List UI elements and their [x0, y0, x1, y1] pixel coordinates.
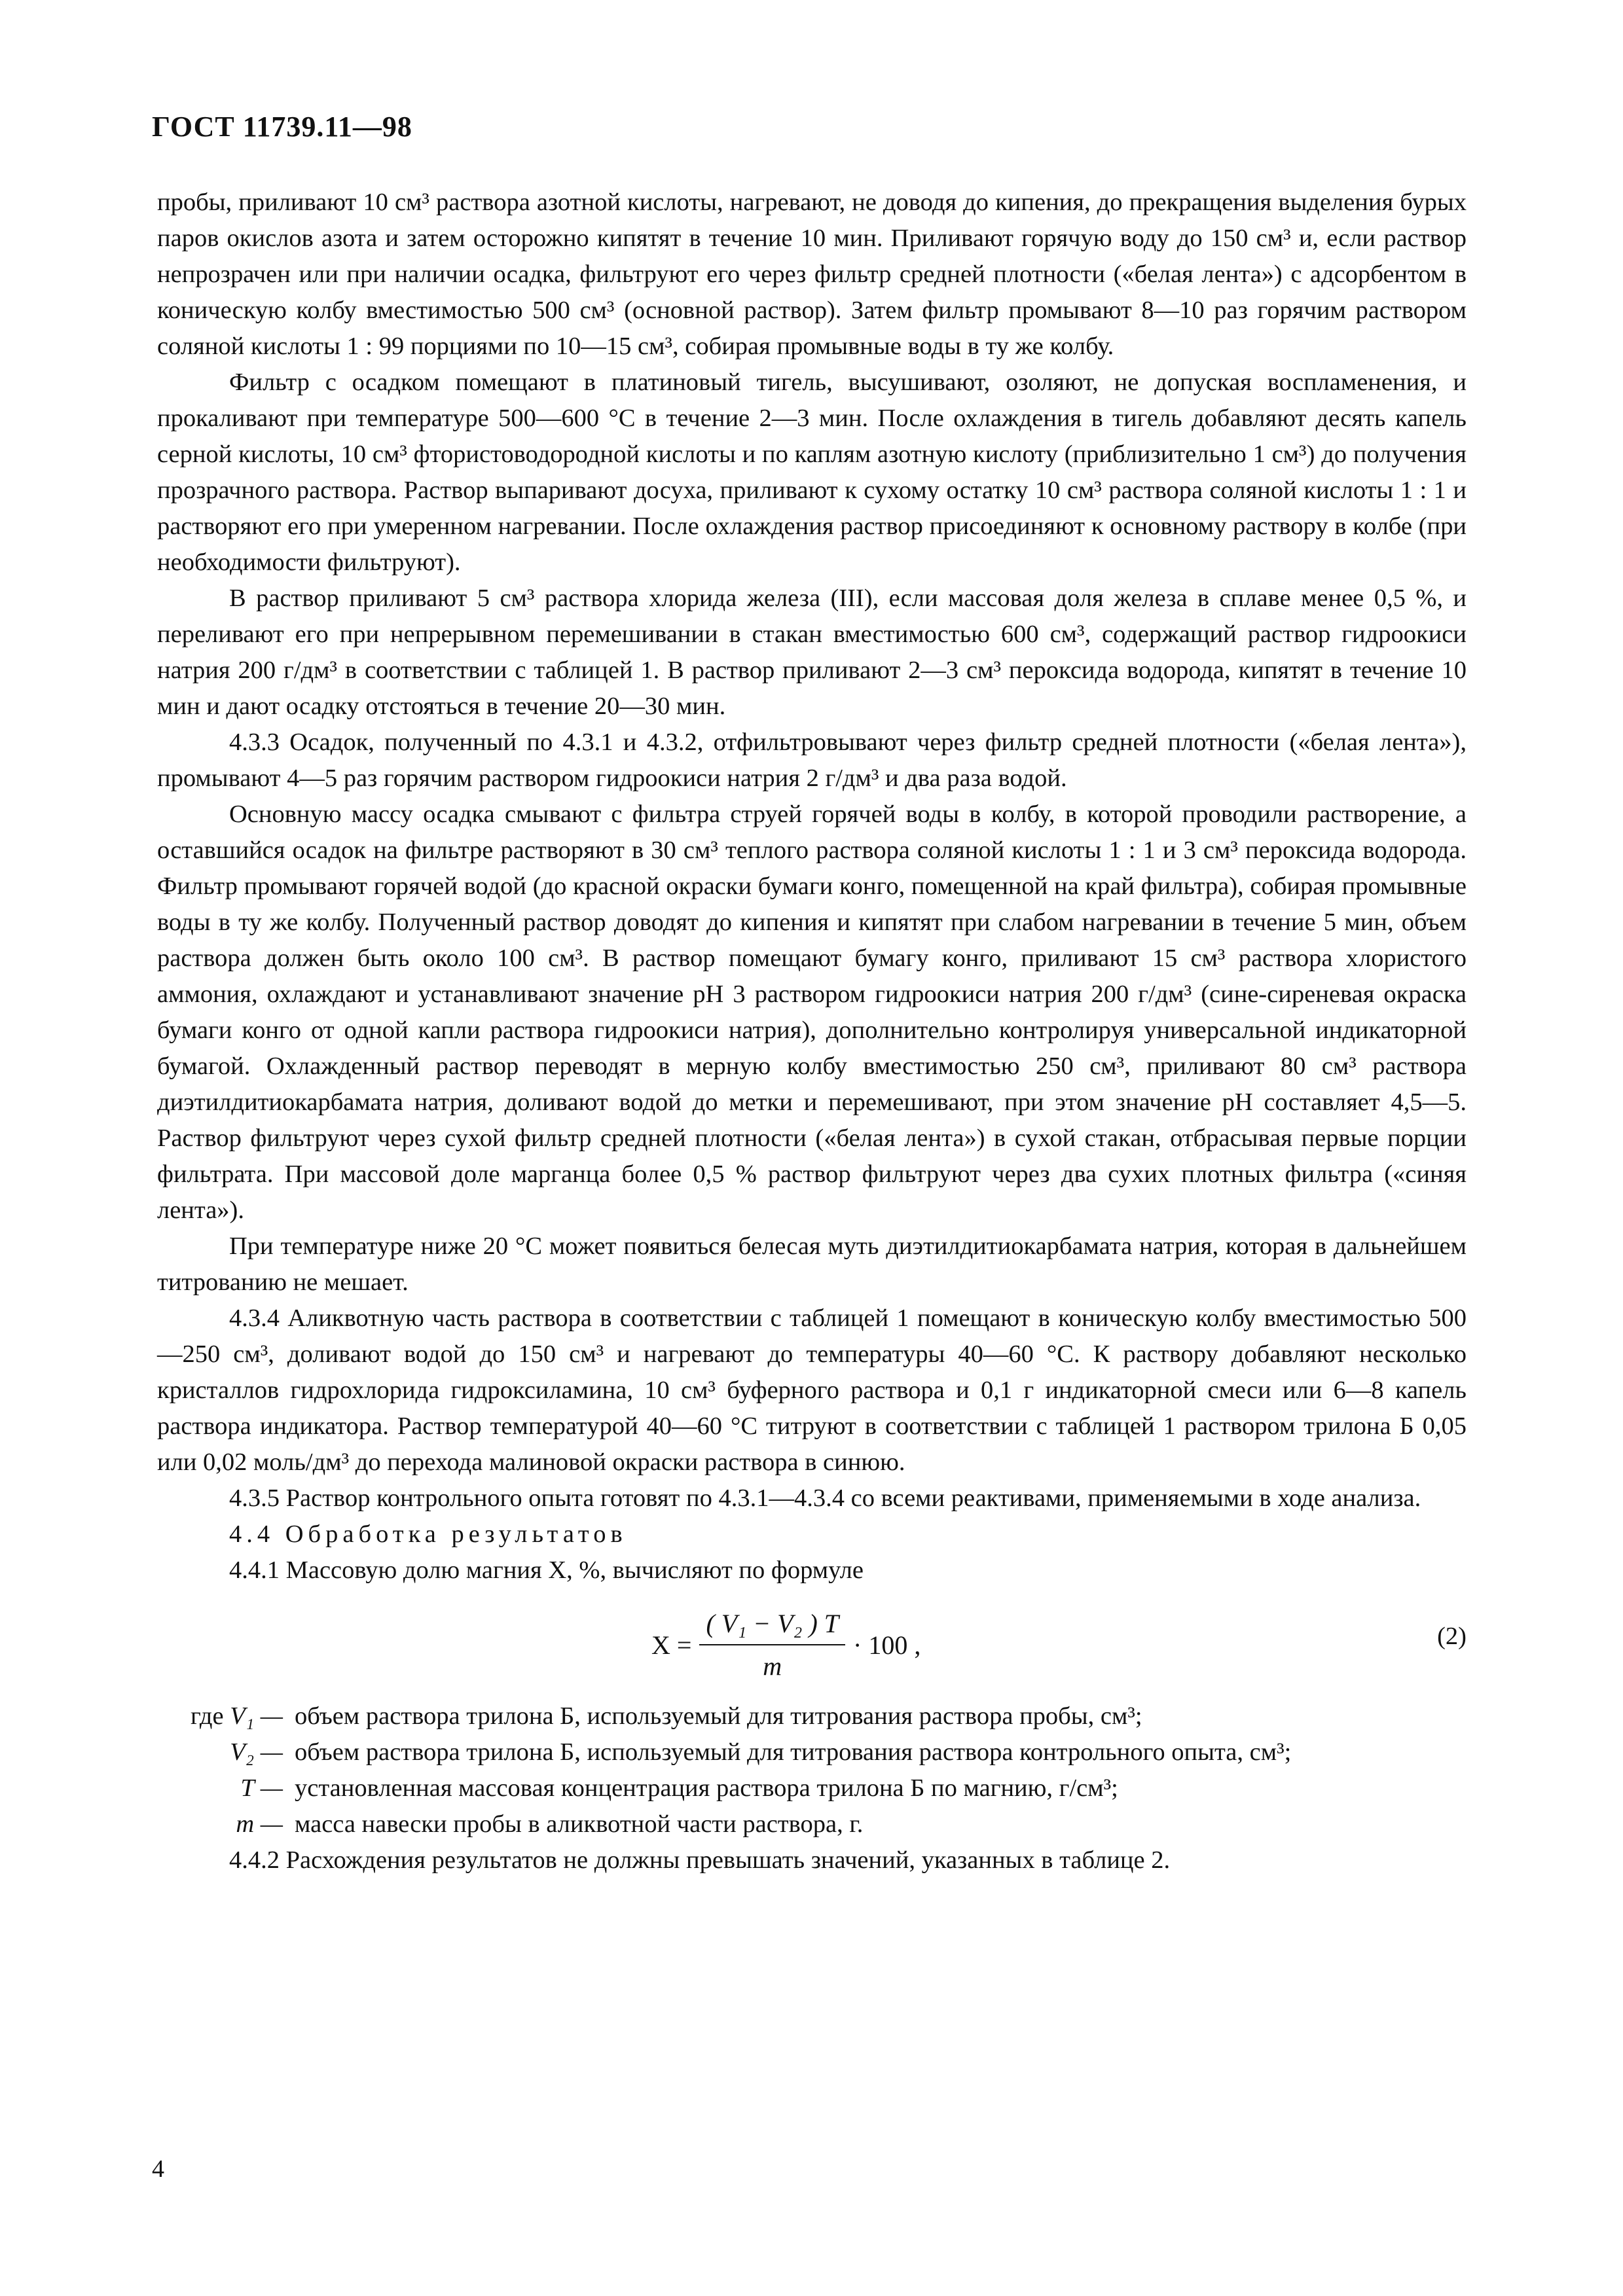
definitions-list — [157, 1698, 1467, 1842]
formula-fraction — [699, 1605, 845, 1684]
definition-symbol-t: T — — [240, 1774, 283, 1802]
definition-text-t: установленная массовая концентрация раствора трилона Б по магнию, г/см³; — [295, 1774, 1118, 1802]
formula-block — [157, 1594, 1467, 1692]
paragraph-6: При температуре ниже 20 °С может появиться белесая муть диэтилдитиокарбамата натрия, которая в дальнейшем титрованию не мешает. — [157, 1232, 1467, 1296]
formula-denominator: m — [763, 1651, 782, 1681]
paragraph-4-4-2: 4.4.2 Расхождения результатов не должны превышать значений, указанных в таблице 2. — [229, 1846, 1171, 1874]
definition-symbol — [157, 1734, 295, 1770]
paragraph-4-3-4: 4.3.4 Аликвотную часть раствора в соответствии с таблицей 1 помещают в коническую колбу вместимостью 500—250 см³, доливают водой до 150 см³ и нагревают до температуры 40—60 °С. К раствору добавляют несколько кристаллов гидрохлорида гидроксиламина, 10 см³ буферного раствора и 0,1 г индикаторной смеси или 6—8 капель раствора индикатора. Раствор температурой 40—60 °С титруют в соответствии с таблицей 1 раствором трилона Б 0,05 или 0,02 моль/дм³ до перехода малиновой окраски раствора в синюю. — [157, 1304, 1467, 1476]
definition-symbol-v1: V₁ — — [230, 1702, 283, 1730]
document-header: ГОСТ 11739.11—98 — [152, 111, 412, 143]
definition-symbol — [157, 1698, 295, 1734]
page-number: 4 — [152, 2155, 164, 2183]
definition-text-v2: объем раствора трилона Б, используемый для титрования раствора контрольного опыта, см³; — [295, 1738, 1292, 1766]
definition-symbol-m: m — — [236, 1810, 283, 1838]
paragraph-3: В раствор приливают 5 см³ раствора хлорида железа (III), если массовая доля железа в сплаве менее 0,5 %, и переливают его при непрерывном перемешивании в стакан вместимостью 600 см³, содержащий раствор гидроокиси натрия 200 г/дм³ в соответствии с таблицей 1. В раствор приливают 2—3 см³ пероксида водорода, кипятят в течение 10 мин и дают осадку отстояться в течение 20—30 мин. — [157, 584, 1467, 720]
definition-symbol — [157, 1770, 295, 1806]
paragraph-5: Основную массу осадка смывают с фильтра струей горячей воды в колбу, в которой проводили растворение, а оставшийся осадок на фильтре растворяют в 30 см³ теплого раствора соляной кислоты 1 : 1 и 3 см³ пероксида водорода. Фильтр промывают горячей водой (до красной окраски бумаги конго, помещенной на край фильтра), собирая промывные воды в ту же колбу. Полученный раствор доводят до кипения и кипятят при слабом нагревании в течение 5 мин, объем раствора должен быть около 100 см³. В раствор помещают бумагу конго, приливают 15 см³ раствора хлористого аммония, охлаждают и устанавливают значение рН 3 раствором гидроокиси натрия 200 г/дм³ (сине-сиреневая окраска бумаги конго от одной капли раствора гидроокиси натрия), дополнительно контролируя универсальной индикаторной бумагой. Охлажденный раствор переводят в мерную колбу вместимостью 250 см³, приливают 80 см³ раствора диэтилдитиокарбамата натрия, доливают водой до метки и перемешивают, при этом значение рН составляет 4,5—5. Раствор фильтруют через сухой фильтр средней плотности («белая лента») в сухой стакан, отбрасывая первые порции фильтрата. При массовой доле марганца более 0,5 % раствор фильтруют через два сухих плотных фильтра («синяя лента»). — [157, 800, 1467, 1224]
definition-text-v1: объем раствора трилона Б, используемый для титрования раствора пробы, см³; — [295, 1702, 1142, 1730]
formula-multiplier: · 100 , — [853, 1630, 921, 1660]
section-heading: 4.4 Обработка результатов — [229, 1520, 627, 1548]
formula-expression — [651, 1605, 921, 1684]
formula-number: (2) — [1437, 1623, 1467, 1650]
formula-numerator: ( V₁ − V₂ ) T — [699, 1605, 845, 1645]
definition-symbol — [157, 1806, 295, 1842]
document-body — [157, 185, 1467, 1878]
paragraph-2: Фильтр с осадком помещают в платиновый тигель, высушивают, озоляют, не допуская воспламенения, и прокаливают при температуре 500—600 °С в течение 2—3 мин. После охлаждения в тигель добавляют десять капель серной кислоты, 10 см³ фтористоводородной кислоты и по каплям азотную кислоту (приблизительно 1 см³) до получения прозрачного раствора. Раствор выпаривают досуха, приливают к сухому остатку 10 см³ раствора соляной кислоты 1 : 1 и растворяют его при умеренном нагревании. После охлаждения раствор присоединяют к основному раствору в колбе (при необходимости фильтруют). — [157, 368, 1467, 576]
definition-symbol-v2: V₂ — — [230, 1738, 283, 1766]
paragraph-4-3-5: 4.3.5 Раствор контрольного опыта готовят по 4.3.1—4.3.4 со всеми реактивами, применяемыми в ходе анализа. — [229, 1484, 1421, 1512]
paragraph-4-3-3: 4.3.3 Осадок, полученный по 4.3.1 и 4.3.2, отфильтровывают через фильтр средней плотности («белая лента»), промывают 4—5 раз горячим раствором гидроокиси натрия 2 г/дм³ и два раза водой. — [157, 728, 1467, 792]
definition-text-m: масса навески пробы в аликвотной части раствора, г. — [295, 1810, 864, 1838]
paragraph-1: пробы, приливают 10 см³ раствора азотной кислоты, нагревают, не доводя до кипения, до прекращения выделения бурых паров окислов азота и затем осторожно кипятят в течение 10 мин. Приливают горячую воду до 150 см³ и, если раствор непрозрачен или при наличии осадка, фильтруют его через фильтр средней плотности («белая лента») с адсорбентом в коническую колбу вместимостью 500 см³ (основной раствор). Затем фильтр промывают 8—10 раз горячим раствором соляной кислоты 1 : 99 порциями по 10—15 см³, собирая промывные воды в ту же колбу. — [157, 188, 1467, 360]
where-label: где — [191, 1702, 224, 1730]
formula-lhs: X = — [651, 1630, 692, 1660]
formula-intro: 4.4.1 Массовую долю магния X, %, вычисляют по формуле — [229, 1556, 864, 1584]
